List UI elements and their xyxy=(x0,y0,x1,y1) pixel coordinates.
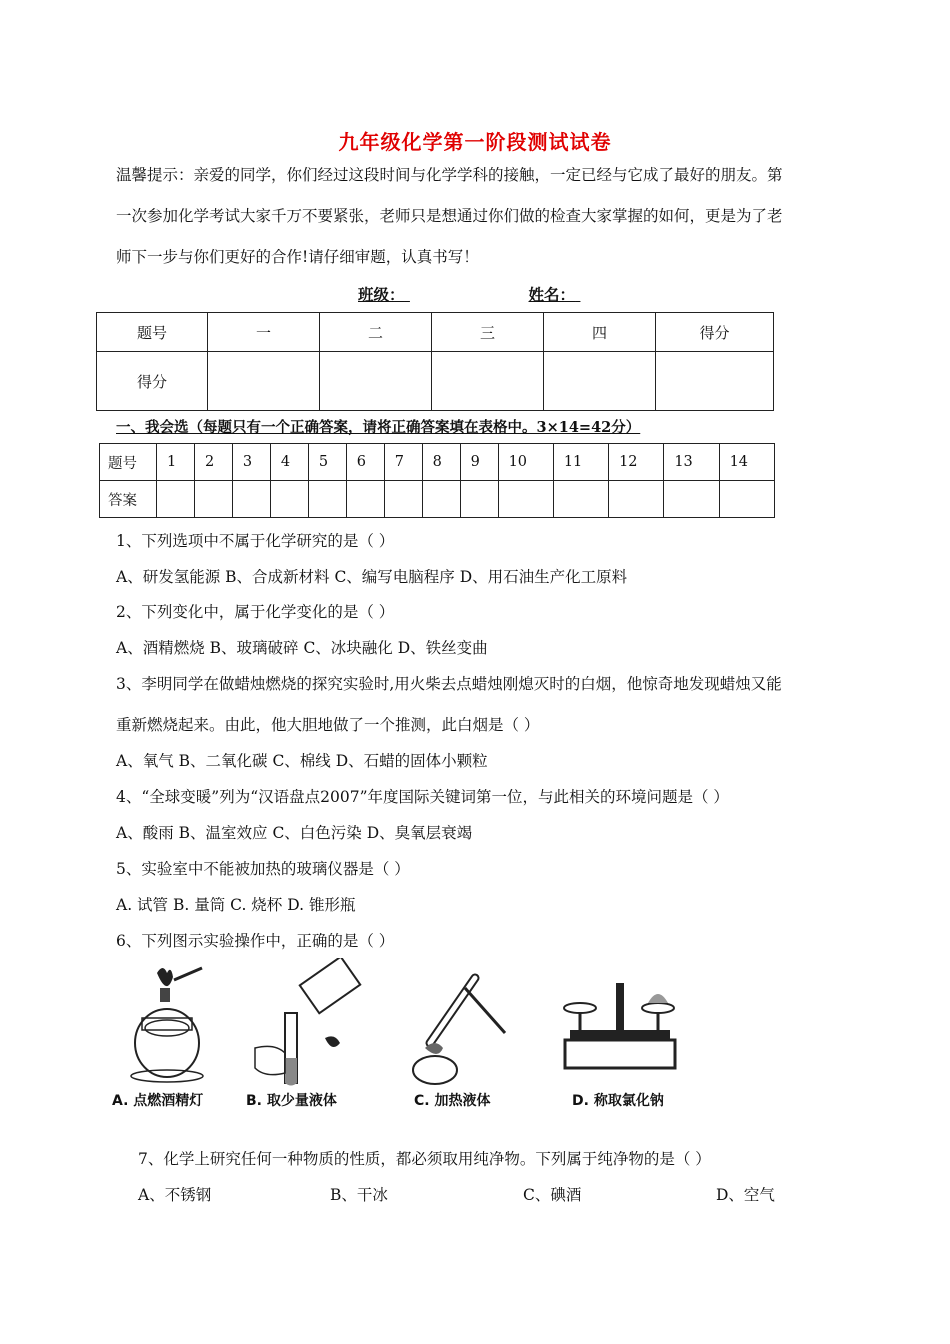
question-number: 13 xyxy=(664,444,719,481)
answer-cell[interactable] xyxy=(719,481,774,518)
score-header: 得分 xyxy=(656,313,774,352)
section1-heading: 一、我会选（每题只有一个正确答案，请将正确答案填在表格中。3×14=42分） xyxy=(116,419,641,436)
answer-cell[interactable] xyxy=(664,481,719,518)
score-cell[interactable] xyxy=(320,352,432,411)
alcohol-lamp-figure xyxy=(112,958,232,1108)
score-cell[interactable] xyxy=(208,352,320,411)
name-blank[interactable] xyxy=(575,285,591,304)
figure-caption-c: C. 加热液体 xyxy=(414,1093,491,1109)
figure-caption-d: D. 称取氯化钠 xyxy=(572,1093,664,1109)
question-1-options: A、研发氢能源 B、合成新材料 C、编写电脑程序 D、用石油生产化工原料 xyxy=(116,568,628,586)
question-number: 2 xyxy=(194,444,232,481)
question-number: 7 xyxy=(384,444,422,481)
question-number: 14 xyxy=(719,444,774,481)
question-2-options: A、酒精燃烧 B、玻璃破碎 C、冰块融化 D、铁丝变曲 xyxy=(116,639,488,657)
question-number: 1 xyxy=(157,444,195,481)
figure-caption-a: A. 点燃酒精灯 xyxy=(112,1093,204,1109)
name-label: 姓名： xyxy=(528,285,576,304)
intro-line-3: 师下一步与你们更好的合作!请仔细审题，认真书写！ xyxy=(116,248,479,266)
answer-row-label: 答案 xyxy=(100,481,157,518)
question-number: 6 xyxy=(346,444,384,481)
question-number: 9 xyxy=(460,444,498,481)
student-info xyxy=(358,283,591,305)
answer-cell[interactable] xyxy=(346,481,384,518)
balance-figure xyxy=(560,958,680,1108)
answer-table xyxy=(99,443,775,518)
question-number: 12 xyxy=(609,444,664,481)
answer-cell[interactable] xyxy=(498,481,553,518)
question-number: 3 xyxy=(232,444,270,481)
question-5: 5、实验室中不能被加热的玻璃仪器是（ ） xyxy=(116,860,410,878)
question-3-options: A、氧气 B、二氧化碳 C、棉线 D、石蜡的固体小颗粒 xyxy=(116,752,488,770)
class-blank[interactable] xyxy=(405,285,529,304)
answer-cell[interactable] xyxy=(270,481,308,518)
answer-cell[interactable] xyxy=(460,481,498,518)
answer-row-label: 题号 xyxy=(100,444,157,481)
intro-line-2: 一次参加化学考试大家千万不要紧张，老师只是想通过你们做的检查大家掌握的如何，更是为了老 xyxy=(116,207,783,225)
answer-cell[interactable] xyxy=(232,481,270,518)
question-3: 3、李明同学在做蜡烛燃烧的探究实验时,用火柴去点蜡烛刚熄灭时的白烟，他惊奇地发现蜡烛又能 xyxy=(116,675,782,693)
question-number: 8 xyxy=(422,444,460,481)
score-row-label: 得分 xyxy=(97,352,208,411)
score-table xyxy=(96,312,774,411)
score-header: 二 xyxy=(320,313,432,352)
question-4: 4、“全球变暖”列为“汉语盘点2007”年度国际关键词第一位，与此相关的环境问题是（ ） xyxy=(116,788,729,806)
question-7: 7、化学上研究任何一种物质的性质，都必须取用纯净物。下列属于纯净物的是（ ） xyxy=(138,1150,711,1168)
class-label: 班级： xyxy=(358,285,405,304)
question-6: 6、下列图示实验操作中，正确的是（ ） xyxy=(116,932,395,950)
question-3-line-2: 重新燃烧起来。由此，他大胆地做了一个推测，此白烟是（ ） xyxy=(116,716,540,734)
question-7-option-b: B、干冰 xyxy=(330,1186,388,1204)
question-5-options: A. 试管 B. 量筒 C. 烧杯 D. 锥形瓶 xyxy=(116,896,356,914)
answer-cell[interactable] xyxy=(609,481,664,518)
question-number: 11 xyxy=(553,444,608,481)
question-number: 10 xyxy=(498,444,553,481)
question-7-option-a: A、不锈钢 xyxy=(138,1186,212,1204)
score-cell[interactable] xyxy=(432,352,544,411)
question-number: 4 xyxy=(270,444,308,481)
answer-cell[interactable] xyxy=(553,481,608,518)
intro-line-1: 温馨提示：亲爱的同学，你们经过这段时间与化学学科的接触，一定已经与它成了最好的朋友。第 xyxy=(116,166,783,184)
question-2: 2、下列变化中，属于化学变化的是（ ） xyxy=(116,603,395,621)
page-title: 九年级化学第一阶段测试试卷 xyxy=(338,130,612,154)
question-4-options: A、酸雨 B、温室效应 C、白色污染 D、臭氧层衰竭 xyxy=(116,824,473,842)
heat-liquid-figure xyxy=(405,958,525,1108)
score-header: 题号 xyxy=(97,313,208,352)
answer-cell[interactable] xyxy=(384,481,422,518)
question-7-option-d: D、空气 xyxy=(716,1186,775,1204)
answer-cell[interactable] xyxy=(194,481,232,518)
answer-cell[interactable] xyxy=(422,481,460,518)
score-header: 三 xyxy=(432,313,544,352)
score-header: 四 xyxy=(544,313,656,352)
question-7-option-c: C、碘酒 xyxy=(523,1186,582,1204)
score-cell[interactable] xyxy=(656,352,774,411)
answer-cell[interactable] xyxy=(157,481,195,518)
answer-cell[interactable] xyxy=(308,481,346,518)
score-header: 一 xyxy=(208,313,320,352)
score-cell[interactable] xyxy=(544,352,656,411)
question-number: 5 xyxy=(308,444,346,481)
figure-caption-b: B. 取少量液体 xyxy=(246,1093,337,1109)
pour-liquid-figure xyxy=(245,958,375,1108)
question-1: 1、下列选项中不属于化学研究的是（ ） xyxy=(116,532,395,550)
